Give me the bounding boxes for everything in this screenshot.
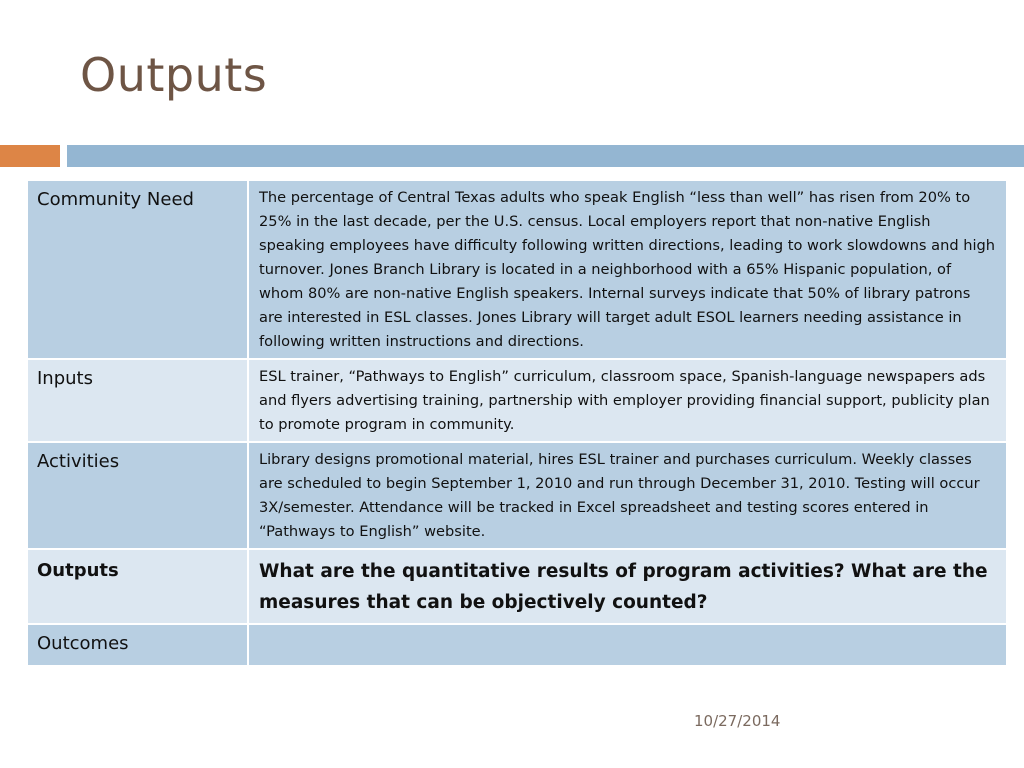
blue-accent-bar — [67, 145, 1024, 167]
table-row-outputs — [27, 549, 1007, 624]
table-row-activities — [27, 442, 1007, 549]
row-label-outputs: Outputs — [27, 549, 248, 624]
slide-date: 10/27/2014 — [694, 712, 781, 730]
row-text-outcomes — [248, 624, 1007, 666]
slide-title: Outputs — [80, 48, 268, 102]
row-text-community-need: The percentage of Central Texas adults who speak English “less than well” has risen from 20% to 25% in the last decade, per the U.S. census. Local employers report that non-native English speaking employees have difficulty following written directions, leading to work slowdowns and high turnover. Jones Branch Library is located in a neighborhood with a 65% Hispanic population, of whom 80% are non-native English speakers. Internal surveys indicate that 50% of library patrons are interested in ESL classes. Jones Library will target adult ESOL learners needing assistance in following written instructions and directions. — [248, 180, 1007, 359]
orange-accent-bar — [0, 145, 60, 167]
table-row-community-need — [27, 180, 1007, 359]
table-row-inputs — [27, 359, 1007, 442]
row-label-inputs: Inputs — [27, 359, 248, 442]
row-text-outputs: What are the quantitative results of program activities? What are the measures that can be objectively counted? — [248, 549, 1007, 624]
table-row-outcomes — [27, 624, 1007, 666]
row-text-activities: Library designs promotional material, hires ESL trainer and purchases curriculum. Weekly classes are scheduled to begin September 1, 2010 and run through December 31, 2010. Testing will occur 3X/semester. Attendance will be tracked in Excel spreadsheet and testing scores entered in “Pathways to English” website. — [248, 442, 1007, 549]
logic-model-table — [26, 179, 1008, 667]
row-text-inputs: ESL trainer, “Pathways to English” curriculum, classroom space, Spanish-language newspapers ads and flyers advertising training, partnership with employer providing financial support, publicity plan to promote program in community. — [248, 359, 1007, 442]
row-label-community-need: Community Need — [27, 180, 248, 359]
row-label-activities: Activities — [27, 442, 248, 549]
row-label-outcomes: Outcomes — [27, 624, 248, 666]
